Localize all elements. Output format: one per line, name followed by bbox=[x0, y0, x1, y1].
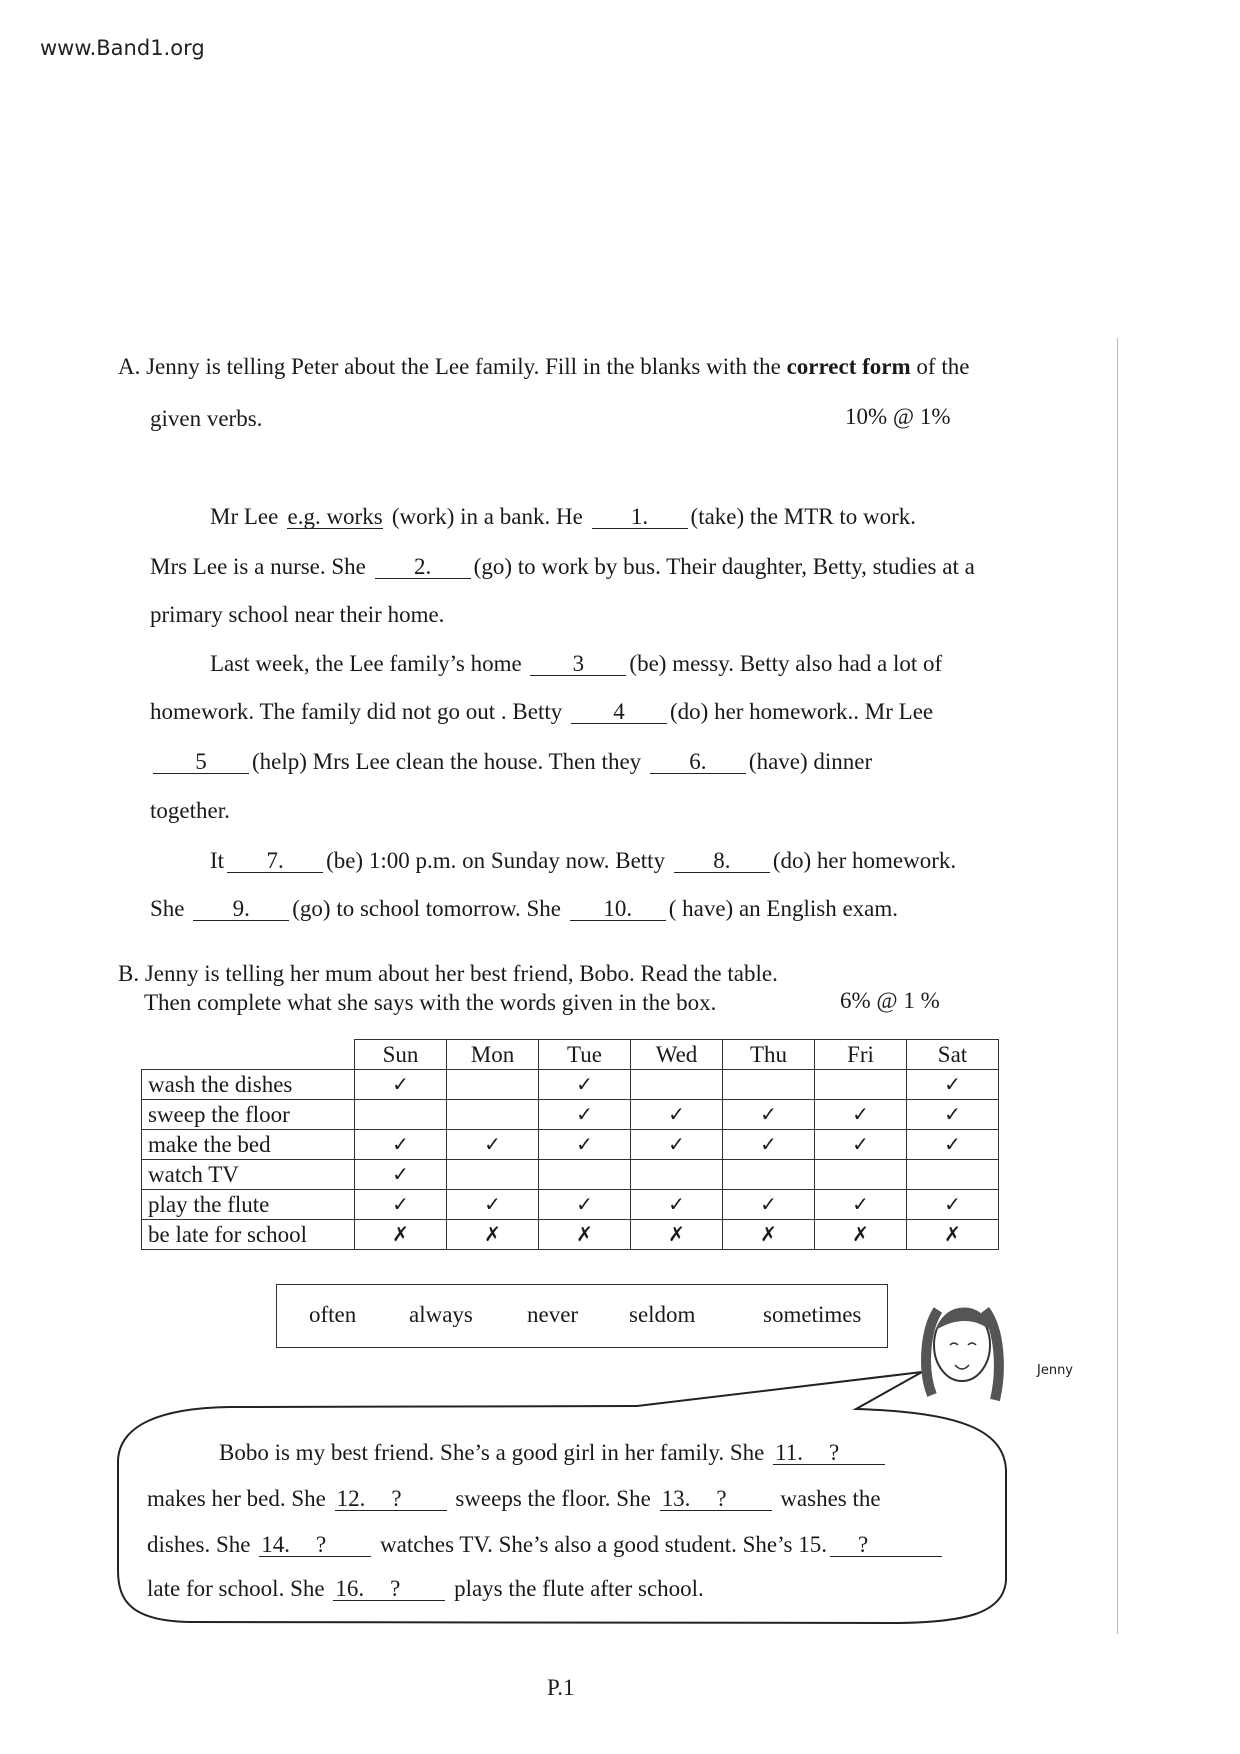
check-mark: ✓ bbox=[539, 1190, 631, 1220]
check-mark: ✓ bbox=[539, 1070, 631, 1100]
passage-text: (have) dinner bbox=[748, 749, 873, 774]
bubble-line bbox=[147, 1485, 881, 1513]
cross-mark: ✗ bbox=[355, 1220, 447, 1250]
cross-mark: ✗ bbox=[815, 1220, 907, 1250]
check-mark: ✓ bbox=[447, 1190, 539, 1220]
passage-text: primary school near their home. bbox=[150, 602, 445, 627]
check-mark: ✓ bbox=[723, 1190, 815, 1220]
check-mark: ✓ bbox=[355, 1130, 447, 1160]
check-mark: ✓ bbox=[355, 1190, 447, 1220]
day-header-sun: Sun bbox=[355, 1040, 447, 1070]
blank-number: 12. bbox=[336, 1486, 366, 1511]
cross-mark: ✗ bbox=[539, 1220, 631, 1250]
cross-mark: ✗ bbox=[447, 1220, 539, 1250]
passage-text: ( have) an English exam. bbox=[668, 896, 899, 921]
check-mark: ✓ bbox=[447, 1130, 539, 1160]
answer-blank[interactable]: 1. bbox=[592, 506, 688, 529]
passage-text: together. bbox=[150, 798, 230, 823]
bubble-line bbox=[147, 1531, 945, 1559]
day-header-wed: Wed bbox=[631, 1040, 723, 1070]
chore-label: wash the dishes bbox=[142, 1070, 355, 1100]
instruction-bold: correct form bbox=[786, 354, 911, 379]
blank-question-mark: ? bbox=[829, 1440, 840, 1465]
bubble-text: sweeps the floor. She bbox=[449, 1486, 657, 1511]
answer-blank[interactable] bbox=[773, 1442, 885, 1465]
cross-mark: ✗ bbox=[723, 1220, 815, 1250]
answer-blank[interactable]: 5 bbox=[153, 751, 249, 774]
day-header-fri: Fri bbox=[815, 1040, 907, 1070]
chore-label: make the bed bbox=[142, 1130, 355, 1160]
check-mark: ✓ bbox=[355, 1070, 447, 1100]
chore-label: watch TV bbox=[142, 1160, 355, 1190]
passage-text: homework. The family did not go out . Betty bbox=[150, 699, 568, 724]
site-watermark: www.Band1.org bbox=[40, 36, 205, 60]
check-mark: ✓ bbox=[907, 1100, 999, 1130]
bubble-text: dishes. She bbox=[147, 1532, 257, 1557]
blank-question-mark: ? bbox=[391, 1486, 402, 1511]
passage-text: Mrs Lee is a nurse. She bbox=[150, 554, 372, 579]
day-header-sat: Sat bbox=[907, 1040, 999, 1070]
section-b-instruction-line2: Then complete what she says with the words given in the box. bbox=[144, 990, 717, 1015]
bubble-text: watches TV. She’s also a good student. She’s 15. bbox=[374, 1532, 827, 1557]
blank-number: 14. bbox=[261, 1532, 290, 1557]
jenny-label: Jenny bbox=[1037, 1363, 1074, 1378]
word-often: often bbox=[309, 1302, 357, 1327]
day-header-tue: Tue bbox=[539, 1040, 631, 1070]
answer-blank[interactable]: 7. bbox=[227, 850, 323, 873]
cross-mark: ✗ bbox=[631, 1220, 723, 1250]
passage-text: (help) Mrs Lee clean the house. Then they bbox=[252, 749, 647, 774]
passage-text: It bbox=[210, 848, 225, 873]
passage-text: Mr Lee bbox=[210, 504, 285, 529]
answer-blank[interactable]: 4 bbox=[571, 701, 667, 724]
chore-label: play the flute bbox=[142, 1190, 355, 1220]
check-mark: ✓ bbox=[723, 1100, 815, 1130]
word-sometimes: sometimes bbox=[763, 1302, 862, 1327]
passage-text: (do) her homework. bbox=[772, 848, 957, 873]
check-mark: ✓ bbox=[539, 1130, 631, 1160]
check-mark: ✓ bbox=[631, 1190, 723, 1220]
section-b-instruction: B. Jenny is telling her mum about her best friend, Bobo. Read the table. bbox=[118, 961, 778, 986]
blank-number: 13. bbox=[661, 1486, 691, 1511]
check-mark: ✓ bbox=[355, 1160, 447, 1190]
check-mark: ✓ bbox=[815, 1100, 907, 1130]
check-mark: ✓ bbox=[631, 1130, 723, 1160]
answer-blank[interactable] bbox=[335, 1488, 447, 1511]
check-mark: ✓ bbox=[907, 1130, 999, 1160]
passage-text: Last week, the Lee family’s home bbox=[210, 651, 528, 676]
blank-question-mark: ? bbox=[857, 1532, 869, 1557]
check-mark: ✓ bbox=[723, 1130, 815, 1160]
answer-blank[interactable]: 2. bbox=[375, 556, 471, 579]
section-b-marks: 6% @ 1 % bbox=[840, 988, 940, 1013]
answer-blank[interactable]: 9. bbox=[193, 898, 289, 921]
bubble-text: late for school. She bbox=[147, 1576, 331, 1601]
passage-text: (do) her homework.. Mr Lee bbox=[670, 699, 934, 724]
answer-blank[interactable]: e.g. works bbox=[287, 504, 383, 529]
answer-blank[interactable] bbox=[333, 1578, 445, 1601]
check-mark: ✓ bbox=[907, 1070, 999, 1100]
instruction-text: of the bbox=[910, 354, 970, 379]
bubble-line bbox=[219, 1439, 888, 1467]
blank-question-mark: ? bbox=[390, 1576, 401, 1601]
jenny-illustration bbox=[926, 1308, 999, 1401]
passage-text: (go) to school tomorrow. She bbox=[292, 896, 567, 921]
answer-blank[interactable] bbox=[830, 1534, 942, 1557]
answer-blank[interactable] bbox=[660, 1488, 772, 1511]
chore-label: be late for school bbox=[142, 1220, 355, 1250]
passage-text: (be) messy. Betty also had a lot of bbox=[629, 651, 943, 676]
blank-question-mark: ? bbox=[316, 1532, 327, 1557]
passage-text: She bbox=[150, 896, 191, 921]
passage-text: (work) in a bank. He bbox=[386, 504, 589, 529]
bubble-text: washes the bbox=[774, 1486, 881, 1511]
page-number: P.1 bbox=[547, 1675, 575, 1700]
chore-label: sweep the floor bbox=[142, 1100, 355, 1130]
check-mark: ✓ bbox=[631, 1100, 723, 1130]
day-header-mon: Mon bbox=[447, 1040, 539, 1070]
word-never: never bbox=[527, 1302, 579, 1327]
section-a-marks: 10% @ 1% bbox=[845, 404, 951, 429]
answer-blank[interactable]: 8. bbox=[674, 850, 770, 873]
passage-text: (go) to work by bus. Their daughter, Betty, studies at a bbox=[473, 554, 975, 579]
check-mark: ✓ bbox=[539, 1100, 631, 1130]
bubble-text: Bobo is my best friend. She’s a good girl in her family. She bbox=[219, 1440, 771, 1465]
check-mark: ✓ bbox=[907, 1190, 999, 1220]
passage-text: (take) the MTR to work. bbox=[690, 504, 917, 529]
answer-blank[interactable]: 3 bbox=[530, 653, 626, 676]
instruction-text: A. Jenny is telling Peter about the Lee family. Fill in the blanks with the bbox=[118, 354, 787, 379]
cross-mark: ✗ bbox=[907, 1220, 999, 1250]
bubble-text: makes her bed. She bbox=[147, 1486, 332, 1511]
word-always: always bbox=[409, 1302, 473, 1327]
answer-blank[interactable]: 10. bbox=[570, 898, 666, 921]
section-a-instruction-line2: given verbs. bbox=[150, 406, 263, 431]
blank-question-mark: ? bbox=[716, 1486, 727, 1511]
day-header-thu: Thu bbox=[723, 1040, 815, 1070]
check-mark: ✓ bbox=[815, 1130, 907, 1160]
answer-blank[interactable]: 6. bbox=[650, 751, 746, 774]
blank-number: 11. bbox=[775, 1440, 803, 1465]
check-mark: ✓ bbox=[815, 1190, 907, 1220]
bubble-text: plays the flute after school. bbox=[448, 1576, 704, 1601]
word-seldom: seldom bbox=[629, 1302, 696, 1327]
bubble-line bbox=[147, 1575, 704, 1603]
answer-blank[interactable] bbox=[259, 1534, 371, 1557]
blank-number: 16. bbox=[335, 1576, 365, 1601]
passage-text: (be) 1:00 p.m. on Sunday now. Betty bbox=[326, 848, 671, 873]
